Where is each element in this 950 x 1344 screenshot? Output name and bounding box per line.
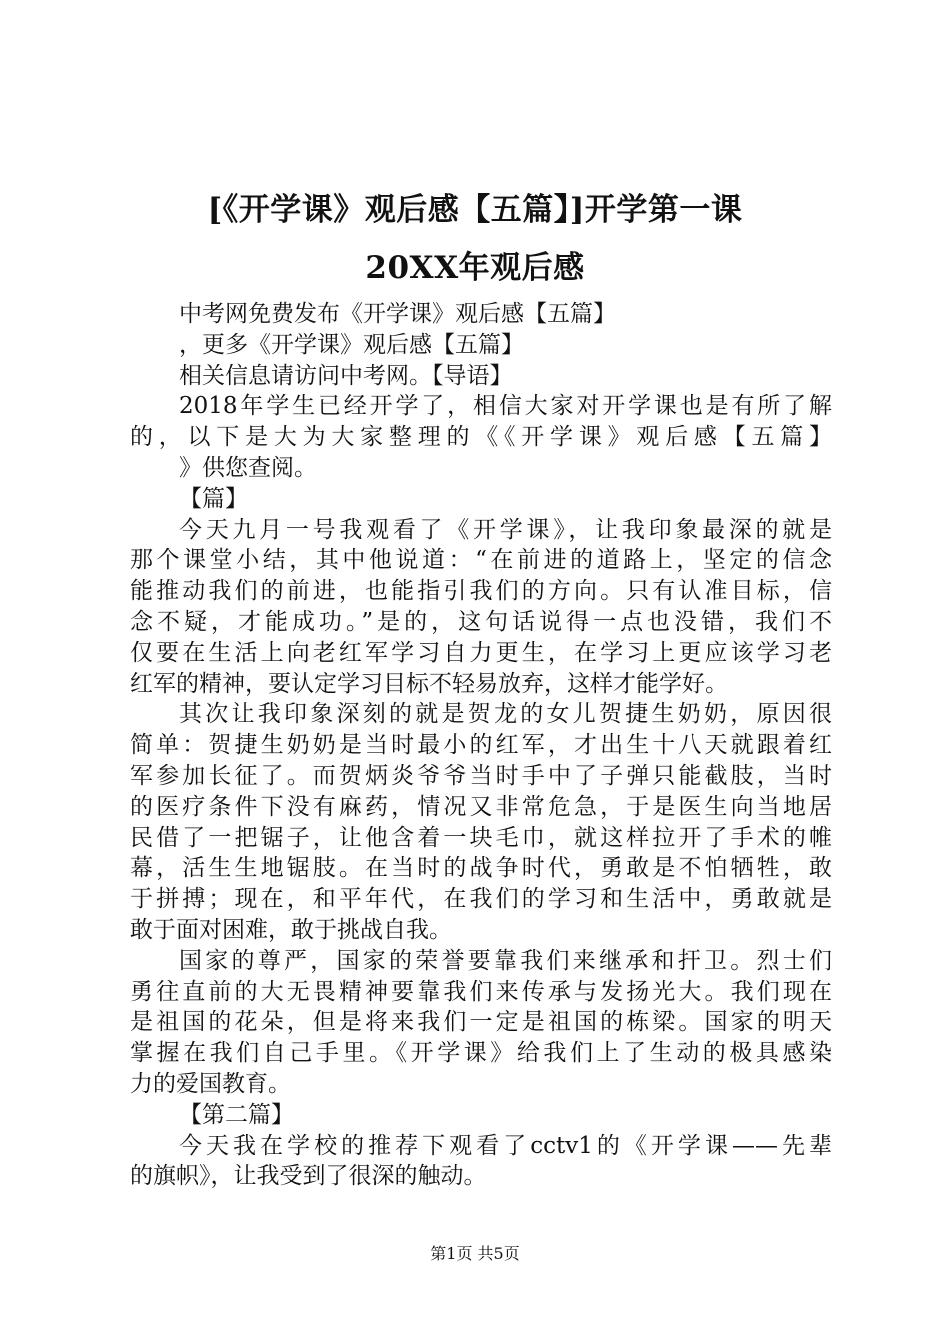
text-line: 于拼搏；现在，和平年代，在我们的学习和生活中，勇敢就是 (130, 886, 832, 913)
text-line: 红军的精神，要认定学习目标不轻易放弃，这样才能学好。 (130, 670, 728, 697)
text-line: 念不疑，才能成功。”是的，这句话说得一点也没错，我们不 (130, 608, 832, 635)
document-title-line-2: 20XX年观后感 (365, 250, 585, 286)
text-line: 能推动我们的前进，也能指引我们的方向。只有认准目标，信 (130, 578, 832, 605)
text-line: 那个课堂小结，其中他说道：“在前进的道路上，坚定的信念 (130, 547, 832, 574)
page-footer: 第1页 共5页 (430, 1244, 520, 1263)
text-line: 的医疗条件下没有麻药，情况又非常危急，于是医生向当地居 (130, 793, 832, 820)
text-line: 2018年学生已经开学了，相信大家对开学课也是有所了解 (179, 393, 832, 420)
text-line: ，更多《开学课》观后感【五篇】 (179, 331, 524, 358)
document-title-line-1: [《开学课》观后感【五篇】]开学第一课 (207, 192, 743, 228)
text-line: 中考网免费发布《开学课》观后感【五篇】 (179, 301, 616, 327)
text-line: 民借了一把锯子，让他含着一块毛巾，就这样拉开了手术的帷 (130, 824, 832, 851)
text-line: 其次让我印象深刻的就是贺龙的女儿贺捷生奶奶，原因很 (179, 701, 832, 728)
text-line: 幕，活生生地锯肢。在当时的战争时代，勇敢是不怕牺牲，敢 (130, 855, 832, 882)
text-line: 今天九月一号我观看了《开学课》，让我印象最深的就是 (179, 516, 832, 543)
text-line: 勇往直前的大无畏精神要靠我们来传承与发扬光大。我们现在 (130, 978, 832, 1005)
text-line: 》供您查阅。 (179, 454, 317, 481)
text-line: 仅要在生活上向老红军学习自力更生，在学习上更应该学习老 (130, 639, 832, 666)
text-line: 今天我在学校的推荐下观看了cctv1的《开学课——先辈 (179, 1132, 832, 1159)
text-line: 是祖国的花朵，但是将来我们一定是祖国的栋梁。国家的明天 (130, 1009, 832, 1036)
document-body (130, 299, 832, 1192)
text-line: 军参加长征了。而贺炳炎爷爷当时手中了子弹只能截肢，当时 (130, 762, 832, 789)
text-line: 国家的尊严，国家的荣誉要靠我们来继承和扞卫。烈士们 (179, 947, 832, 974)
text-line: 相关信息请访问中考网。【导语】 (179, 362, 513, 389)
text-line: 敢于面对困难，敢于挑战自我。 (130, 916, 452, 943)
text-line: 的，以下是大为大家整理的《《开学课》观后感【五篇】 (130, 424, 832, 451)
text-line: 力的爱国教育。 (130, 1070, 291, 1097)
text-line: 的旗帜》，让我受到了很深的触动。 (130, 1163, 487, 1190)
text-line: 简单：贺捷生奶奶是当时最小的红军，才出生十八天就跟着红 (130, 732, 832, 759)
section-heading: 【篇】 (179, 485, 248, 512)
section-heading: 【第二篇】 (179, 1101, 294, 1128)
text-line: 掌握在我们自己手里。《开学课》给我们上了生动的极具感染 (130, 1040, 832, 1067)
